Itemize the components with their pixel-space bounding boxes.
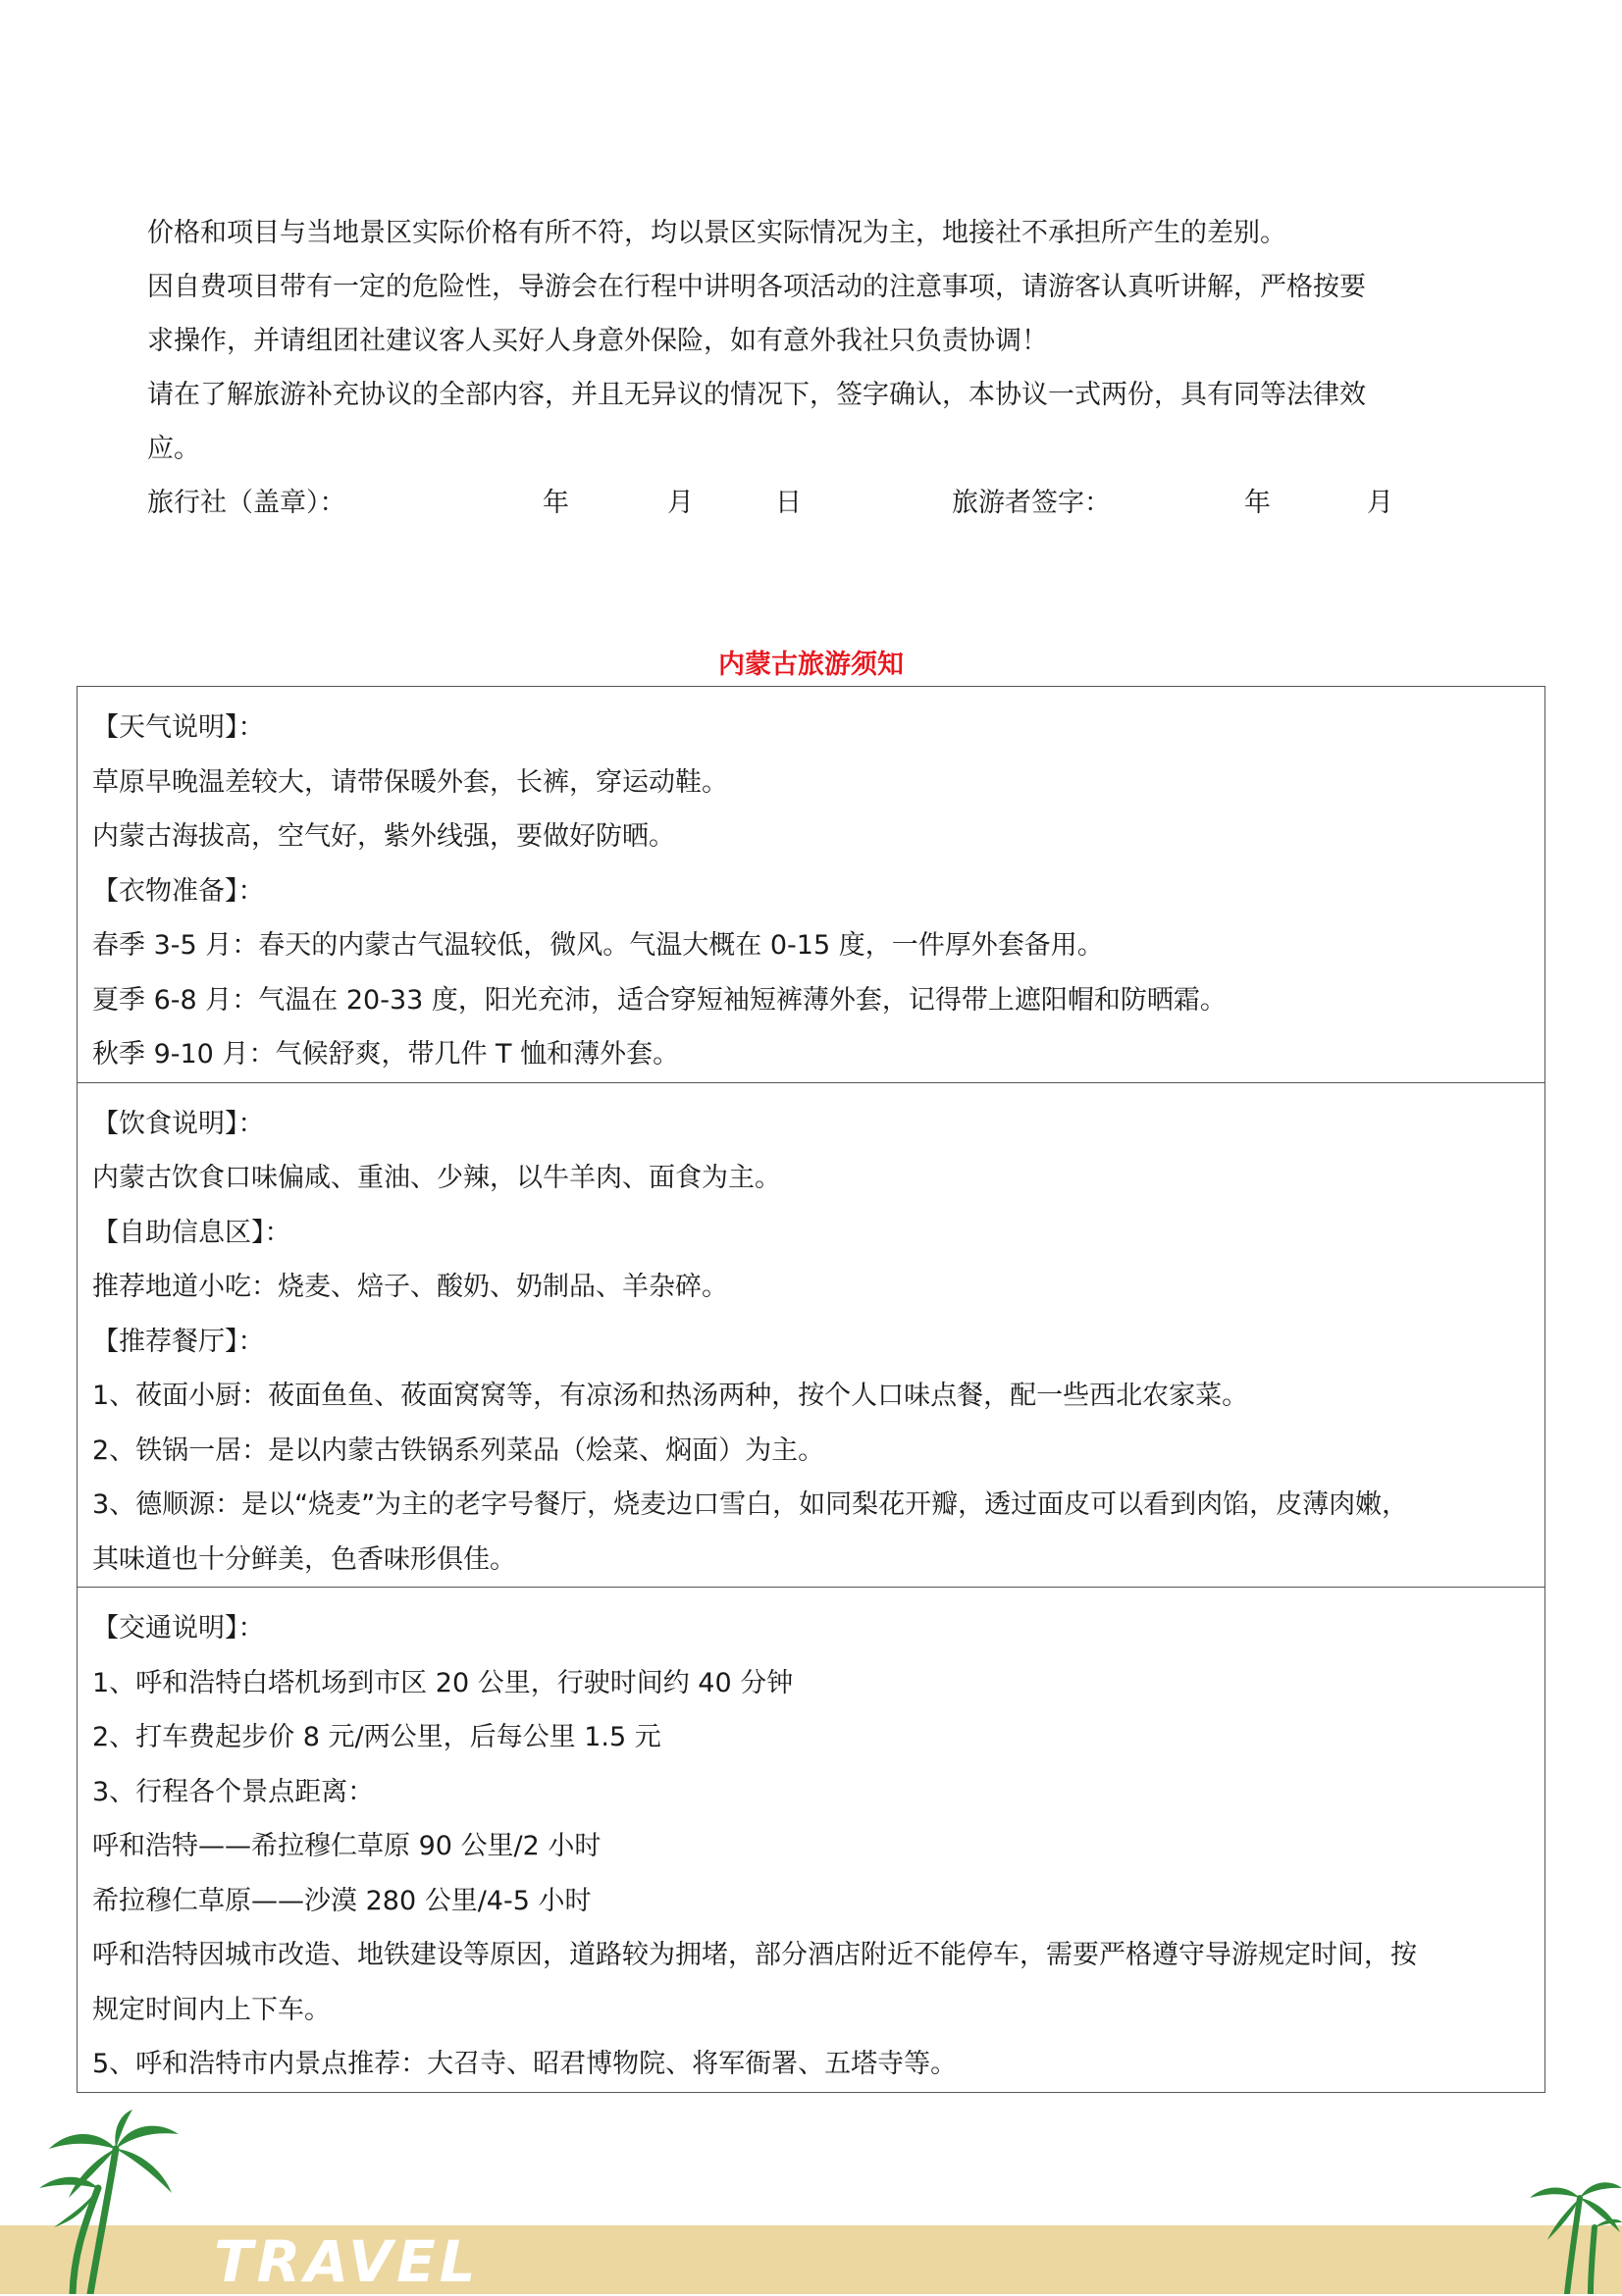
text-line: 内蒙古饮食口味偏咸、重油、少辣，以牛羊肉、面食为主。 <box>92 1163 781 1193</box>
weather-section <box>78 687 1544 1082</box>
text-line: 草原早晚温差较大，请带保暖外套，长裤，穿运动鞋。 <box>92 766 728 798</box>
signature-line <box>147 476 1521 530</box>
section-heading: 【推荐餐厅】： <box>92 1326 265 1357</box>
food-section <box>78 1082 1544 1588</box>
agreement-text <box>147 206 1521 530</box>
text-line: 1、呼和浩特白塔机场到市区 20 公里，行驶时间约 40 分钟 <box>92 1667 794 1698</box>
text-line: 其味道也十分鲜美，色香味形俱佳。 <box>92 1543 516 1575</box>
agreement-line: 求操作，并请组团社建议客人买好人身意外保险，如有意外我社只负责协调！ <box>147 326 1048 356</box>
tourist-year-label: 年 <box>1244 488 1271 518</box>
agency-month-label: 月 <box>667 488 694 518</box>
agreement-line: 应。 <box>147 434 200 464</box>
page-title: 内蒙古旅游须知 <box>718 650 904 680</box>
agreement-line: 价格和项目与当地景区实际价格有所不符，均以景区实际情况为主，地接社不承担所产生的差别。 <box>147 218 1286 248</box>
text-line: 夏季 6-8 月：气温在 20-33 度，阳光充沛，适合穿短袖短裤薄外套，记得带上遮阳帽和防晒霜。 <box>92 984 1227 1016</box>
text-line: 希拉穆仁草原——沙漠 280 公里/4-5 小时 <box>92 1885 592 1916</box>
agreement-line: 请在了解旅游补充协议的全部内容，并且无异议的情况下，签字确认，本协议一式两份，具有同等法律效 <box>147 380 1366 410</box>
section-heading: 【衣物准备】： <box>92 875 265 907</box>
travel-logo-text: TRAVEL <box>214 2228 480 2295</box>
text-line: 2、铁锅一居：是以内蒙古铁锅系列菜品（烩菜、焖面）为主。 <box>92 1435 825 1466</box>
agency-year-label: 年 <box>543 488 569 518</box>
section-heading: 【交通说明】： <box>92 1613 265 1644</box>
agency-stamp-label: 旅行社（盖章）： <box>147 488 346 518</box>
palm-tree-icon <box>1526 2173 1622 2294</box>
section-heading: 【自助信息区】： <box>92 1217 291 1248</box>
palm-tree-icon <box>29 2110 186 2294</box>
agency-day-label: 日 <box>775 488 802 518</box>
text-line: 规定时间内上下车。 <box>92 1994 331 2025</box>
text-line: 呼和浩特——希拉穆仁草原 90 公里/2 小时 <box>92 1831 602 1861</box>
text-line: 呼和浩特因城市改造、地铁建设等原因，道路较为拥堵，部分酒店附近不能停车，需要严格遵守导游规定时间，按 <box>92 1940 1417 1970</box>
text-line: 推荐地道小吃：烧麦、焙子、酸奶、奶制品、羊杂碎。 <box>92 1272 728 1302</box>
agreement-line: 因自费项目带有一定的危险性，导游会在行程中讲明各项活动的注意事项，请游客认真听讲解，严格按要 <box>147 272 1366 302</box>
text-line: 3、行程各个景点距离： <box>92 1776 375 1807</box>
text-line: 秋季 9-10 月：气候舒爽，带几件 T 恤和薄外套。 <box>92 1039 680 1070</box>
text-line: 2、打车费起步价 8 元/两公里，后每公里 1.5 元 <box>92 1722 661 1752</box>
text-line: 内蒙古海拔高，空气好，紫外线强，要做好防晒。 <box>92 821 675 852</box>
tourist-signature-label: 旅游者签字： <box>952 488 1111 518</box>
text-line: 1、莜面小厨：莜面鱼鱼、莜面窝窝等，有凉汤和热汤两种，按个人口味点餐，配一些西北农家菜。 <box>92 1381 1249 1411</box>
tourist-month-label: 月 <box>1367 488 1393 518</box>
text-line: 春季 3-5 月：春天的内蒙古气温较低，微风。气温大概在 0-15 度，一件厚外套备用。 <box>92 930 1104 961</box>
notice-table <box>77 686 1545 2093</box>
section-heading: 【饮食说明】： <box>92 1108 265 1139</box>
text-line: 3、德顺源：是以“烧麦”为主的老字号餐厅，烧麦边口雪白，如同梨花开瓣，透过面皮可以看到肉馅，皮薄肉嫩， <box>92 1489 1409 1520</box>
section-heading: 【天气说明】： <box>92 712 265 743</box>
text-line: 5、呼和浩特市内景点推荐：大召寺、昭君博物院、将军衙署、五塔寺等。 <box>92 2049 958 2079</box>
traffic-section <box>78 1587 1544 2092</box>
